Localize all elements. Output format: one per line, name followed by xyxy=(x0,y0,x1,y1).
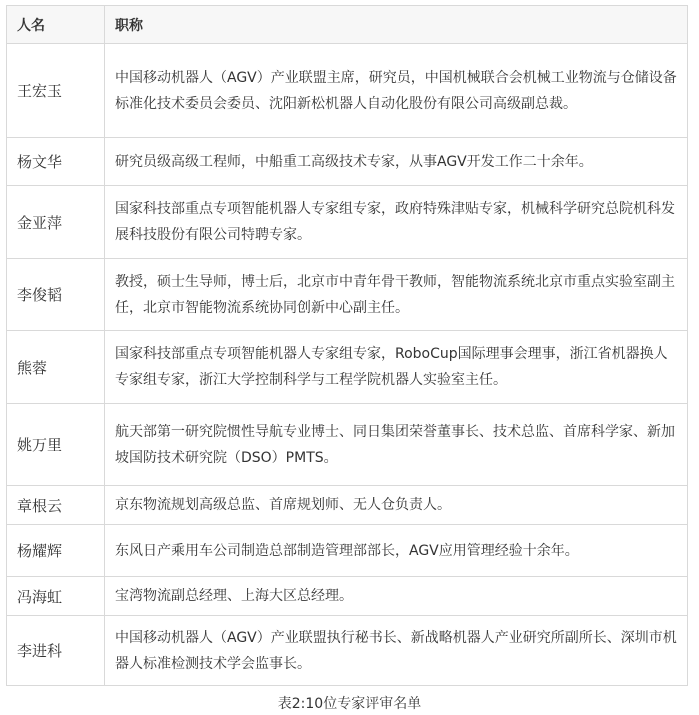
expert-name: 李俊韬 xyxy=(7,259,105,331)
table-header-row xyxy=(7,6,688,44)
expert-name: 章根云 xyxy=(7,486,105,525)
expert-title: 京东物流规划高级总监、首席规划师、无人仓负责人。 xyxy=(105,486,688,525)
expert-title: 教授，硕士生导师，博士后，北京市中青年骨干教师，智能物流系统北京市重点实验室副主任，北京市智能物流系统协同创新中心副主任。 xyxy=(105,259,688,331)
table-row xyxy=(7,404,688,486)
expert-title: 国家科技部重点专项智能机器人专家组专家，政府特殊津贴专家，机械科学研究总院机科发展科技股份有限公司特聘专家。 xyxy=(105,186,688,259)
table-row xyxy=(7,525,688,577)
header-title: 职称 xyxy=(105,6,688,44)
expert-title: 东风日产乘用车公司制造总部制造管理部部长，AGV应用管理经验十余年。 xyxy=(105,525,688,577)
table-row xyxy=(7,616,688,686)
header-name: 人名 xyxy=(7,6,105,44)
table-caption: 表2:10位专家评审名单 xyxy=(277,696,422,712)
expert-name: 王宏玉 xyxy=(7,44,105,138)
expert-name: 姚万里 xyxy=(7,404,105,486)
table-row xyxy=(7,486,688,525)
expert-name: 杨文华 xyxy=(7,138,105,186)
expert-name: 杨耀辉 xyxy=(7,525,105,577)
table-row xyxy=(7,577,688,616)
table-row xyxy=(7,186,688,259)
table-row xyxy=(7,259,688,331)
expert-title: 国家科技部重点专项智能机器人专家组专家，RoboCup国际理事会理事，浙江省机器换人专家组专家，浙江大学控制科学与工程学院机器人实验室主任。 xyxy=(105,331,688,404)
expert-name: 冯海虹 xyxy=(7,577,105,616)
table-row xyxy=(7,44,688,138)
expert-title: 研究员级高级工程师，中船重工高级技术专家，从事AGV开发工作二十余年。 xyxy=(105,138,688,186)
expert-title: 宝湾物流副总经理、上海大区总经理。 xyxy=(105,577,688,616)
expert-name: 熊蓉 xyxy=(7,331,105,404)
expert-name: 金亚萍 xyxy=(7,186,105,259)
expert-title: 中国移动机器人（AGV）产业联盟主席，研究员，中国机械联合会机械工业物流与仓储设备标准化技术委员会委员、沈阳新松机器人自动化股份有限公司高级副总裁。 xyxy=(105,44,688,138)
expert-table xyxy=(6,5,688,686)
expert-name: 李进科 xyxy=(7,616,105,686)
table-row xyxy=(7,331,688,404)
table-row xyxy=(7,138,688,186)
expert-title: 航天部第一研究院惯性导航专业博士、同日集团荣誉董事长、技术总监、首席科学家、新加坡国防技术研究院（DSO）PMTS。 xyxy=(105,404,688,486)
expert-title: 中国移动机器人（AGV）产业联盟执行秘书长、新战略机器人产业研究所副所长、深圳市机器人标准检测技术学会监事长。 xyxy=(105,616,688,686)
